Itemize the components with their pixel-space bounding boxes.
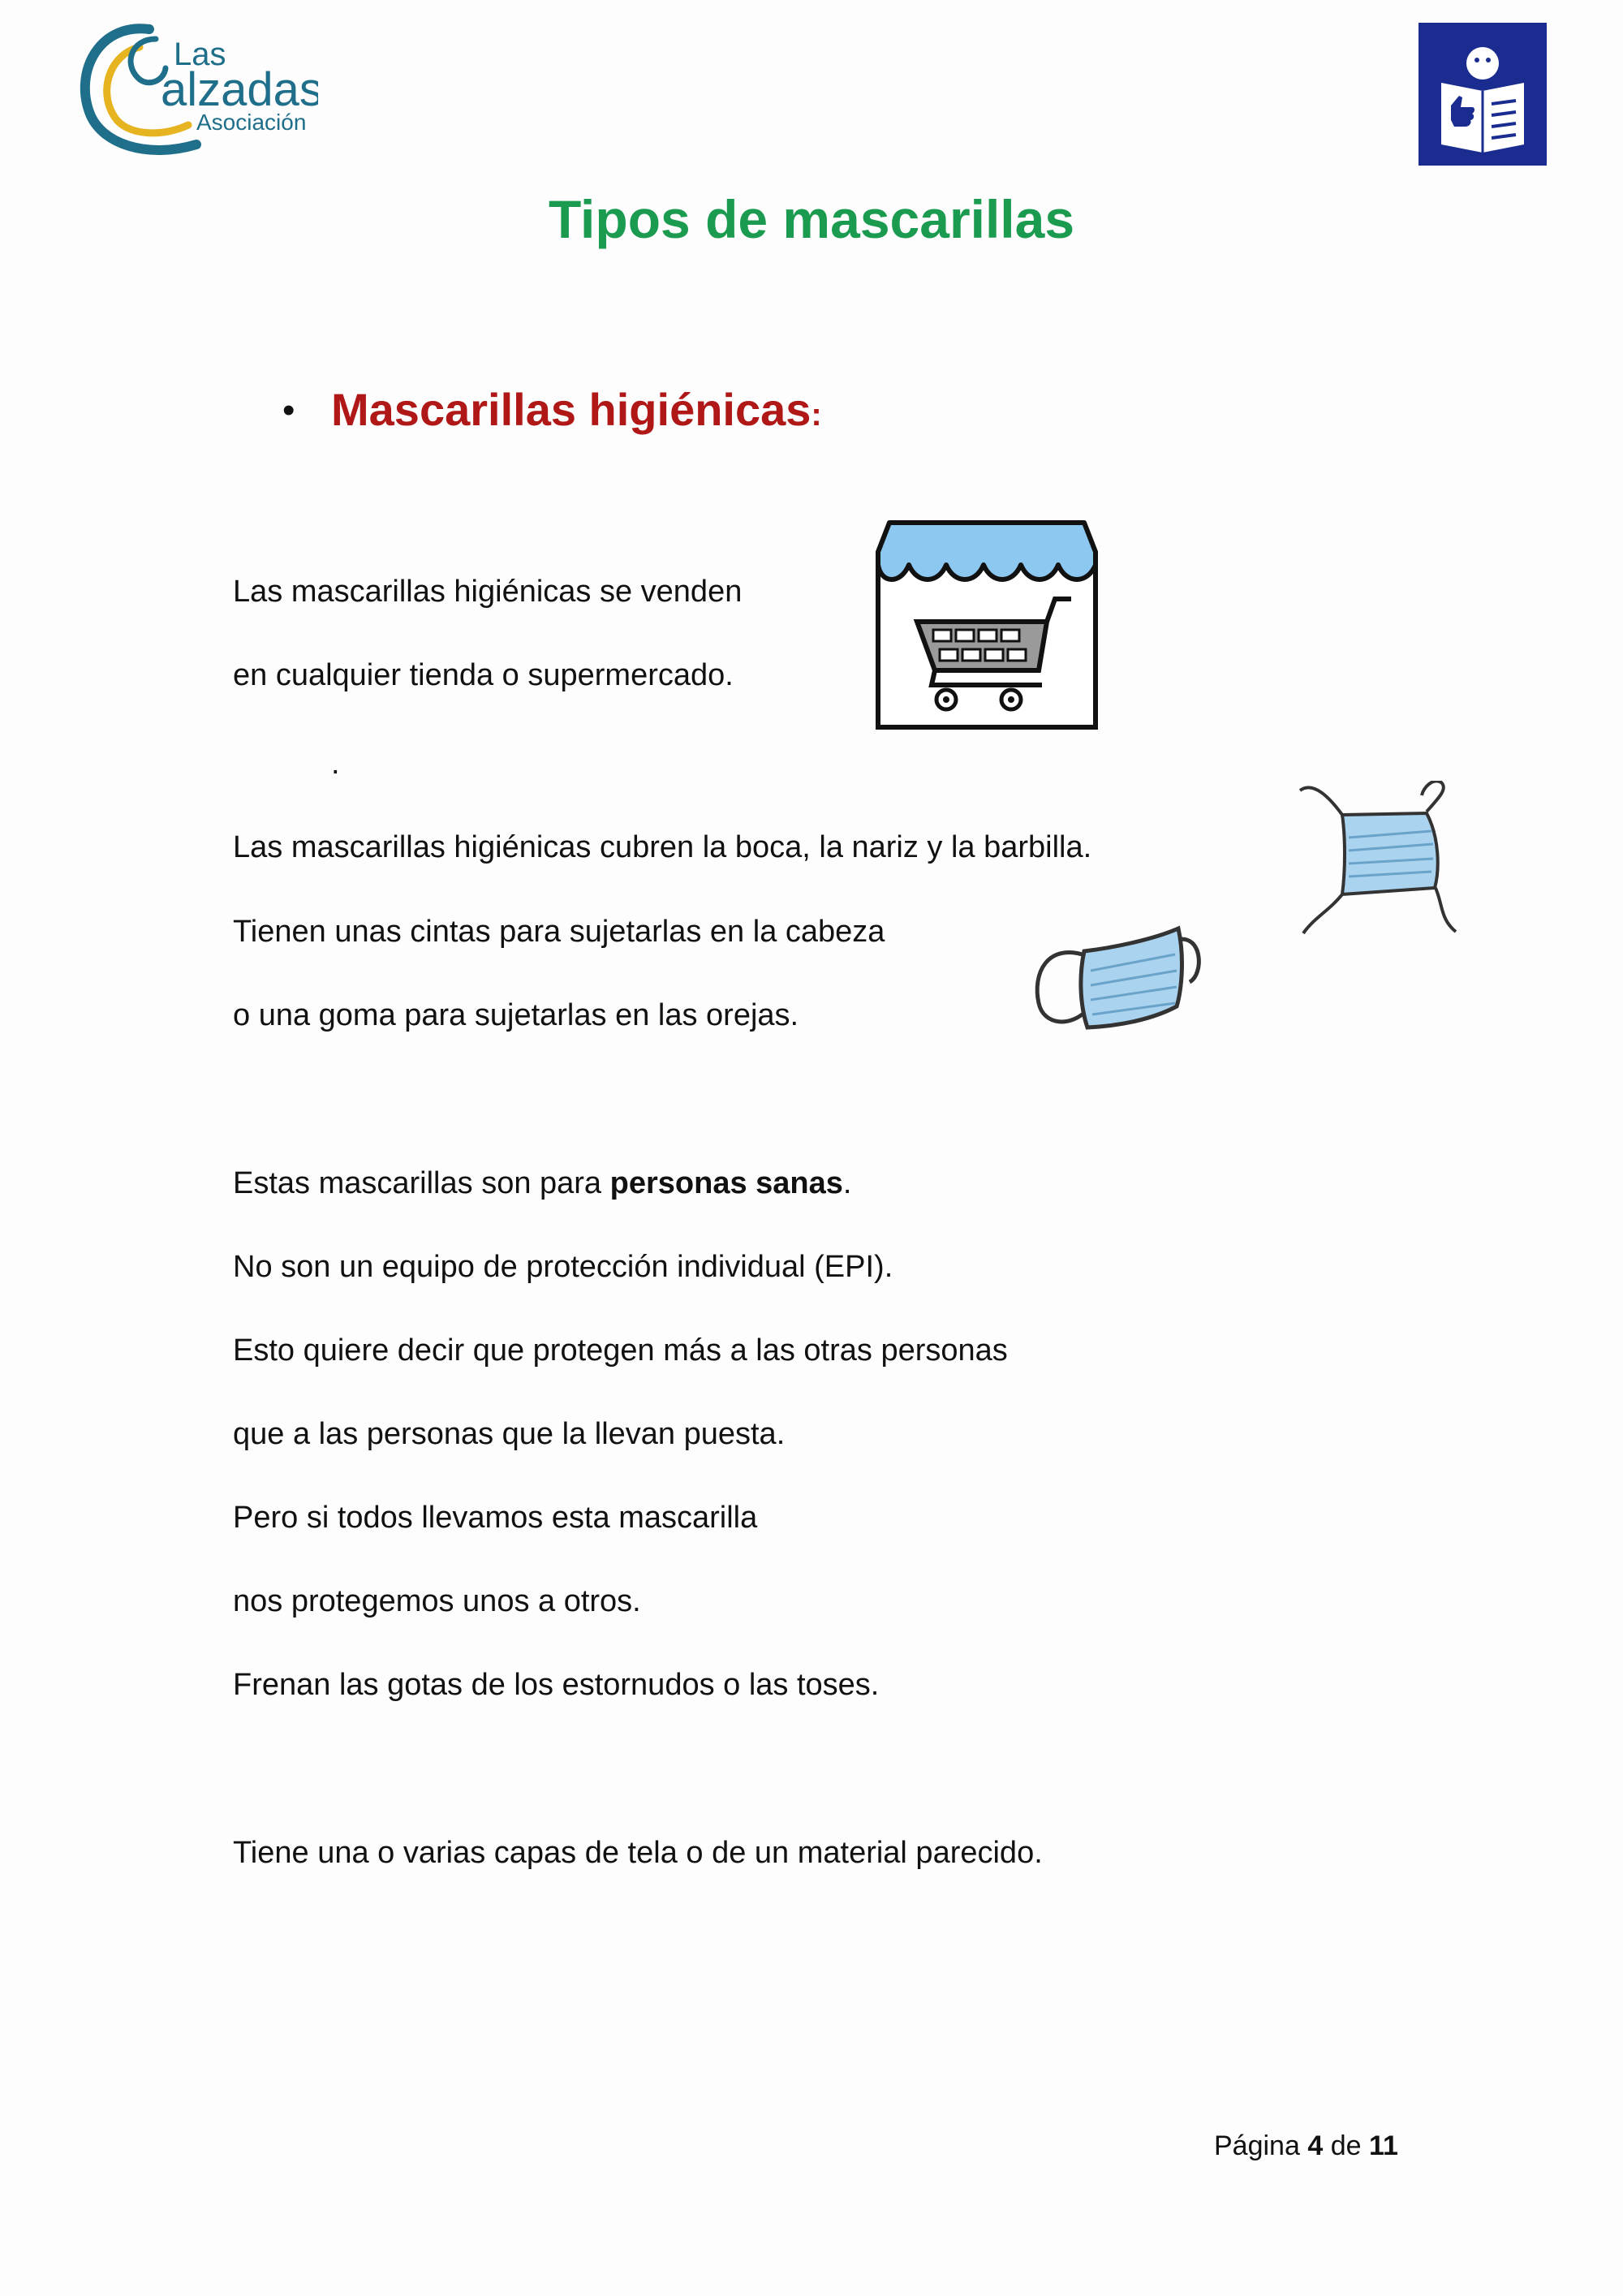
page-number-footer	[1214, 2128, 1398, 2164]
total-pages-number: 11	[1368, 2130, 1398, 2161]
logo-text-asociacion: Asociación	[196, 110, 307, 135]
text-segment: .	[842, 1166, 852, 1200]
page-word: Página	[1214, 2130, 1300, 2161]
bullet-point: •	[282, 390, 295, 430]
text-line: Las mascarillas higiénicas cubren la boca, la nariz y la barbilla.	[233, 830, 1092, 864]
current-page-number: 4	[1307, 2130, 1324, 2161]
bold-text-personas-sanas: personas sanas	[609, 1166, 843, 1200]
text-line: Las mascarillas higiénicas se venden	[233, 575, 743, 609]
section-heading	[331, 383, 822, 442]
logo-text-calzadas: alzadas	[161, 63, 318, 116]
text-line: o una goma para sujetarlas en las orejas.	[233, 998, 799, 1032]
mask-with-ties-image	[1297, 781, 1464, 945]
text-segment: Estas mascarillas son para	[233, 1166, 610, 1200]
text-line: Tiene una o varias capas de tela o de un material parecido.	[233, 1836, 1043, 1870]
logo-mark-icon	[75, 15, 318, 161]
face-mask-image	[1031, 925, 1203, 1032]
text-line: No son un equipo de protección individual (EPI).	[233, 1250, 893, 1284]
text-line: nos protegemos unos a otros.	[233, 1584, 641, 1618]
easy-read-logo-icon	[1419, 23, 1547, 166]
stray-dot: .	[331, 747, 340, 781]
text-line: Esto quiere decir que protegen más a las otras personas	[233, 1333, 1008, 1368]
text-line: Tienen unas cintas para sujetarlas en la cabeza	[233, 915, 885, 949]
shopping-cart-store-icon	[875, 519, 1099, 732]
text-line: que a las personas que la llevan puesta.	[233, 1417, 786, 1451]
text-line: en cualquier tienda o supermercado.	[233, 658, 734, 692]
section-heading-text: Mascarillas higiénicas	[331, 384, 812, 435]
text-line: Pero si todos llevamos esta mascarilla	[233, 1501, 758, 1535]
text-line-with-bold	[233, 1165, 851, 1202]
page-title: Tipos de mascarillas	[548, 189, 1075, 249]
text-line: Frenan las gotas de los estornudos o las toses.	[233, 1668, 880, 1702]
of-word: de	[1330, 2130, 1362, 2161]
logo-text-las: Las	[174, 37, 226, 72]
easy-read-logo	[1419, 23, 1547, 166]
face-mask-ties-icon	[1297, 781, 1464, 945]
section-heading-colon: :	[811, 397, 822, 433]
store-image	[875, 519, 1099, 732]
face-mask-icon	[1031, 925, 1203, 1032]
las-calzadas-logo	[75, 15, 318, 161]
